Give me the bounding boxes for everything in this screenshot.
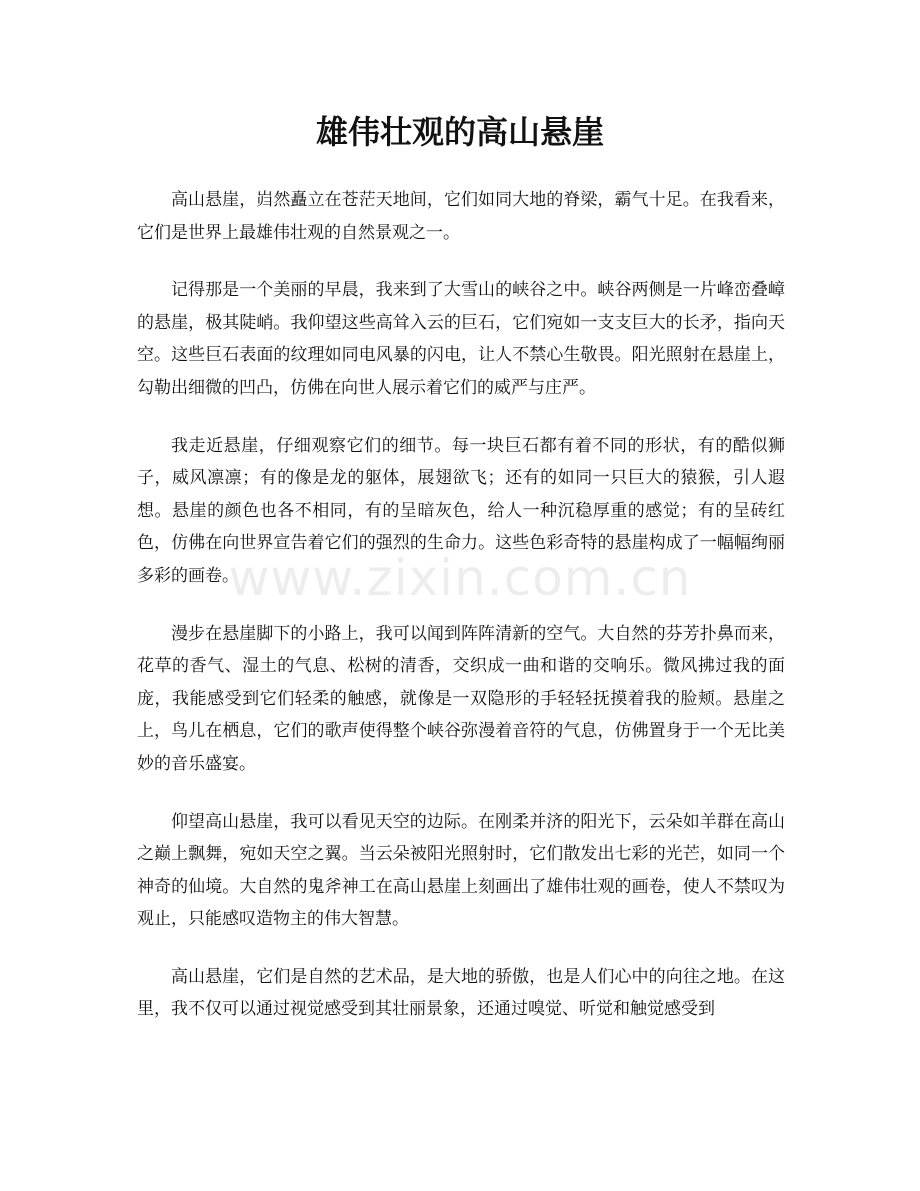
- paragraph-6: 高山悬崖，它们是自然的艺术品，是大地的骄傲，也是人们心中的向往之地。在这里，我不仅可以通过视觉感受到其壮丽景象，还通过嗅觉、听觉和触觉感受到: [137, 966, 785, 1020]
- paragraph-5: 仰望高山悬崖，我可以看见天空的边际。在刚柔并济的阳光下，云朵如羊群在高山之巅上飘舞，宛如天空之翼。当云朵被阳光照射时，它们散发出七彩的光芒，如同一个神奇的仙境。大自然的鬼斧神工在高山悬崖上刻画出了雄伟壮观的画卷，使人不禁叹为观止，只能感叹造物主的伟大智慧。: [137, 811, 785, 930]
- document-title: 雄伟壮观的高山悬崖: [315, 113, 604, 151]
- paragraph-2: 记得那是一个美丽的早晨，我来到了大雪山的峡谷之中。峡谷两侧是一片峰峦叠嶂的悬崖，极其陡峭。我仰望这些高耸入云的巨石，它们宛如一支支巨大的长矛，指向天空。这些巨石表面的纹理如同电风暴的闪电，让人不禁心生敬畏。阳光照射在悬崖上，勾勒出细微的凹凸，仿佛在向世人展示着它们的威严与庄严。: [137, 280, 785, 398]
- paragraph-3: 我走近悬崖，仔细观察它们的细节。每一块巨石都有着不同的形状，有的酷似狮子，威风凛凛；有的像是龙的躯体，展翅欲飞；还有的如同一只巨大的猿猴，引人遐想。悬崖的颜色也各不相同，有的呈暗灰色，给人一种沉稳厚重的感觉；有的呈砖红色，仿佛在向世界宣告着它们的强烈的生命力。这些色彩奇特的悬崖构成了一幅幅绚丽多彩的画卷。: [137, 435, 785, 586]
- paragraph-1: 高山悬崖，岿然矗立在苍茫天地间，它们如同大地的脊梁，霸气十足。在我看来，它们是世界上最雄伟壮观的自然景观之一。: [137, 190, 785, 243]
- watermark-text: www.zixin.com.cn: [228, 549, 692, 607]
- document-body: [137, 184, 785, 1051]
- paragraph-4: 漫步在悬崖脚下的小路上，我可以闻到阵阵清新的空气。大自然的芬芳扑鼻而来，花草的香气、湿土的气息、松树的清香，交织成一曲和谐的交响乐。微风拂过我的面庞，我能感受到它们轻柔的触感，就像是一双隐形的手轻轻抚摸着我的脸颊。悬崖之上，鸟儿在栖息，它们的歌声使得整个峡谷弥漫着音符的气息，仿佛置身于一个无比美妙的音乐盛宴。: [137, 623, 785, 774]
